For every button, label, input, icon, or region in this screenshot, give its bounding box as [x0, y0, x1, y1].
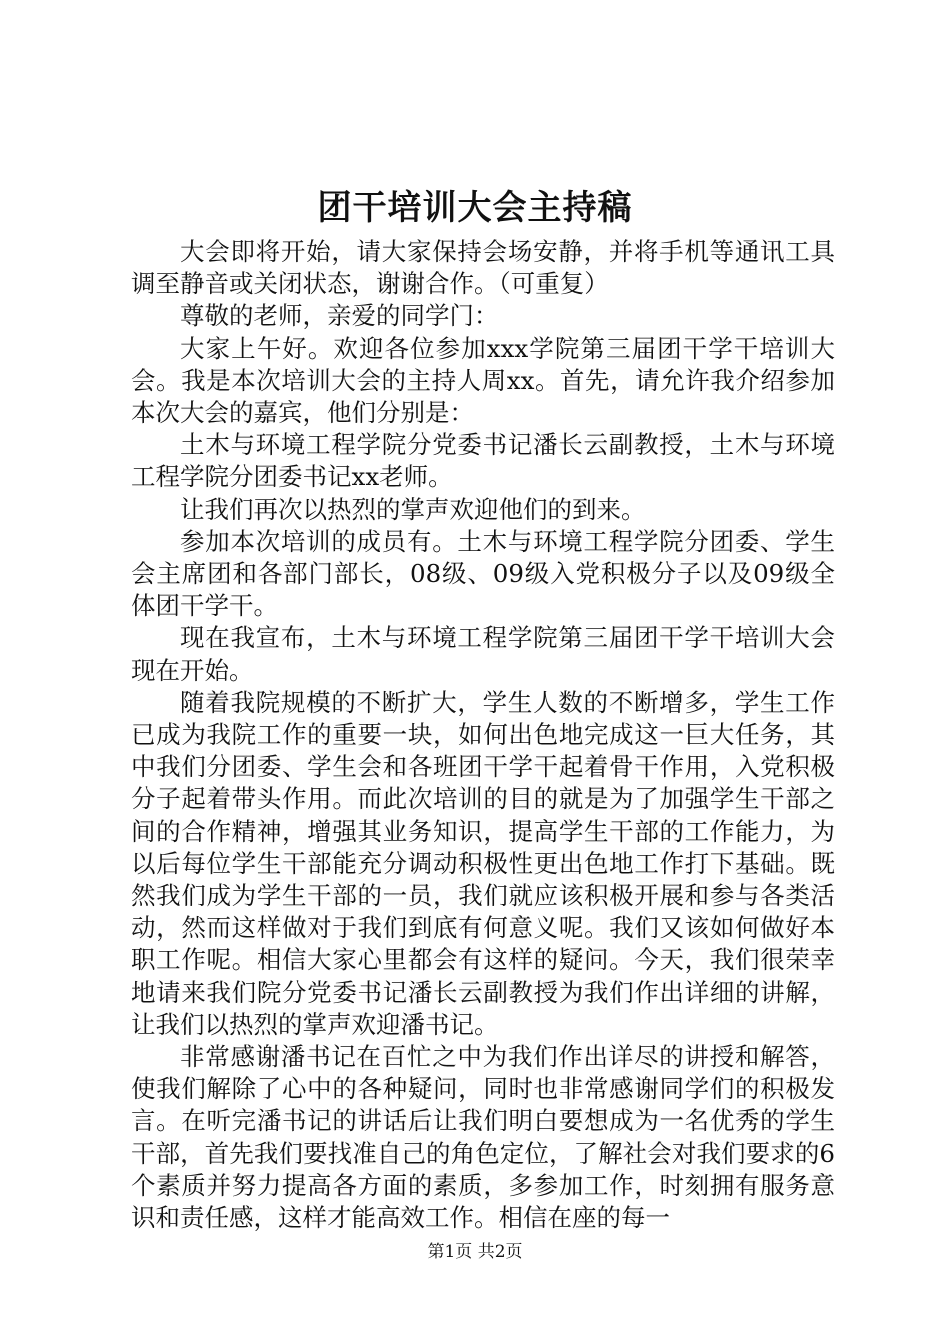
paragraph: 尊敬的老师，亲爱的同学门： [180, 301, 499, 331]
paragraph: 参加本次培训的成员有。土木与环境工程学院分团委、学生会主席团和各部门部长，08级、09级入党积极分子以及09级全体团干学干。 [131, 526, 835, 621]
paragraph: 大家上午好。欢迎各位参加xxx学院第三届团干学干培训大会。我是本次培训大会的主持人周xx。首先，请允许我介绍参加本次大会的嘉宾，他们分别是： [131, 333, 835, 428]
paragraph: 土木与环境工程学院分党委书记潘长云副教授，土木与环境工程学院分团委书记xx老师。 [131, 430, 835, 492]
paragraph: 随着我院规模的不断扩大，学生人数的不断增多，学生工作已成为我院工作的重要一块，如何出色地完成这一巨大任务，其中我们分团委、学生会和各班团干学干起着骨干作用，入党积极分子起着带头作用。而此次培训的目的就是为了加强学生干部之间的合作精神，增强其业务知识，提高学生干部的工作能力，为以后每位学生干部能充分调动积极性更出色地工作打下基础。既然我们成为学生干部的一员，我们就应该积极开展和参与各类活动，然而这样做对于我们到底有何意义呢。我们又该如何做好本职工作呢。相信大家心里都会有这样的疑问。今天，我们很荣幸地请来我们院分党委书记潘长云副教授为我们作出详细的讲解，让我们以热烈的掌声欢迎潘书记。 [131, 687, 835, 1039]
document-title: 团干培训大会主持稿 [317, 188, 633, 228]
paragraph: 让我们再次以热烈的掌声欢迎他们的到来。 [180, 494, 646, 524]
paragraph: 非常感谢潘书记在百忙之中为我们作出详尽的讲授和解答，使我们解除了心中的各种疑问，同时也非常感谢同学们的积极发言。在听完潘书记的讲话后让我们明白要想成为一名优秀的学生干部，首先我们要找准自己的角色定位，了解社会对我们要求的6个素质并努力提高各方面的素质，多参加工作，时刻拥有服务意识和责任感，这样才能高效工作。相信在座的每一 [131, 1042, 835, 1233]
document-body [131, 236, 835, 1234]
paragraph: 现在我宣布，土木与环境工程学院第三届团干学干培训大会现在开始。 [131, 623, 835, 685]
page-number-footer: 第1页 共2页 [427, 1242, 523, 1262]
paragraph: 大会即将开始，请大家保持会场安静，并将手机等通讯工具调至静音或关闭状态，谢谢合作。（可重复） [131, 237, 835, 299]
